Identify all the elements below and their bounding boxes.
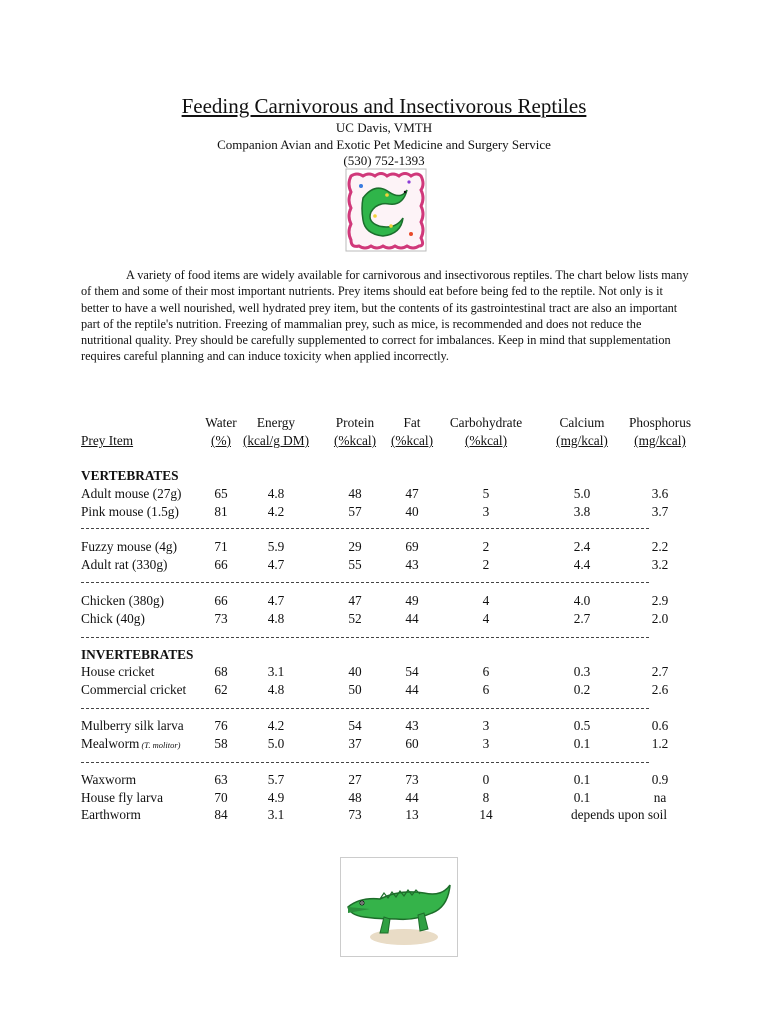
table-cell: 5.0 <box>267 736 285 751</box>
table-cell: 50 <box>348 682 362 697</box>
table-cell: 3.7 <box>651 504 669 519</box>
table-row-label: Chick (40g) <box>81 611 145 626</box>
table-cell: 5 <box>482 486 490 501</box>
table-cell: 60 <box>405 736 419 751</box>
table-cell: 29 <box>348 539 362 554</box>
table-cell: 62 <box>214 682 228 697</box>
column-header: (mg/kcal) <box>634 433 686 448</box>
lizard-clipart-icon <box>345 168 427 252</box>
row-separator <box>81 637 649 638</box>
table-row-label: Adult mouse (27g) <box>81 486 182 501</box>
table-row-label: Adult rat (330g) <box>81 557 168 572</box>
table-cell: 4.9 <box>267 790 285 805</box>
column-header: (mg/kcal) <box>556 433 608 448</box>
column-header: (%) <box>211 433 231 448</box>
table-cell: 27 <box>348 772 362 787</box>
table-cell: 3 <box>482 504 490 519</box>
table-cell: 5.7 <box>267 772 285 787</box>
table-cell: 44 <box>405 682 419 697</box>
table-cell: 40 <box>405 504 419 519</box>
table-cell: 37 <box>348 736 362 751</box>
table-cell: 0 <box>482 772 490 787</box>
column-header: Protein <box>335 415 375 430</box>
column-header: (%kcal) <box>464 433 508 448</box>
column-header: Water <box>205 415 237 430</box>
table-cell: 3 <box>482 736 490 751</box>
table-cell-span: depends upon soil <box>571 807 668 822</box>
table-cell: 3.6 <box>651 486 669 501</box>
row-separator <box>81 528 649 529</box>
table-cell: 66 <box>214 557 228 572</box>
table-cell: 84 <box>214 807 228 822</box>
table-cell: 63 <box>214 772 228 787</box>
table-cell: 44 <box>405 790 419 805</box>
table-cell: 4 <box>482 593 490 608</box>
table-cell: 4.4 <box>573 557 591 572</box>
table-cell: 4.7 <box>267 557 285 572</box>
table-cell: 44 <box>405 611 419 626</box>
column-header: Prey Item <box>81 433 134 448</box>
table-row-label: Waxworm <box>81 772 137 787</box>
row-separator <box>81 762 649 763</box>
phone-line: (530) 752-1393 <box>343 153 425 168</box>
table-cell: 3 <box>482 718 490 733</box>
table-cell: 73 <box>348 807 362 822</box>
column-header: Calcium <box>559 415 605 430</box>
table-cell: 4.2 <box>267 504 285 519</box>
org-line: UC Davis, VMTH <box>335 120 433 135</box>
table-cell: 81 <box>214 504 228 519</box>
table-cell: 13 <box>405 807 419 822</box>
table-cell: 6 <box>482 664 490 679</box>
table-cell: 49 <box>405 593 419 608</box>
row-separator <box>81 582 649 583</box>
table-cell: 2.9 <box>651 593 669 608</box>
table-cell: 55 <box>348 557 362 572</box>
table-row-label: Earthworm <box>81 807 141 822</box>
table-cell: 0.6 <box>651 718 669 733</box>
table-cell: 8 <box>482 790 490 805</box>
table-row-label: Pink mouse (1.5g) <box>81 504 179 519</box>
table-cell: 14 <box>479 807 493 822</box>
table-cell: 65 <box>214 486 228 501</box>
table-cell: 4.8 <box>267 682 285 697</box>
table-cell: 2.6 <box>651 682 669 697</box>
table-cell: 48 <box>348 486 362 501</box>
table-cell: 5.9 <box>267 539 285 554</box>
table-cell: 58 <box>214 736 228 751</box>
table-row-label: Chicken (380g) <box>81 593 165 608</box>
table-cell: 52 <box>348 611 362 626</box>
table-cell: 66 <box>214 593 228 608</box>
table-cell: 4.2 <box>267 718 285 733</box>
table-cell: 69 <box>405 539 419 554</box>
table-cell: 0.1 <box>573 790 591 805</box>
table-cell: 73 <box>214 611 228 626</box>
table-cell: 4.0 <box>573 593 591 608</box>
alligator-clipart-icon <box>340 857 458 957</box>
section-heading: INVERTEBRATES <box>81 647 194 662</box>
table-cell: 2.7 <box>573 611 591 626</box>
table-cell: 0.5 <box>573 718 591 733</box>
table-row-note: (T. molitor) <box>139 740 181 750</box>
table-cell: 57 <box>348 504 362 519</box>
table-cell: 4 <box>482 611 490 626</box>
table-cell: 2.4 <box>573 539 591 554</box>
table-cell: na <box>653 790 667 805</box>
table-cell: 0.3 <box>573 664 591 679</box>
column-header: Carbohydrate <box>449 415 523 430</box>
table-cell: 43 <box>405 718 419 733</box>
table-cell: 4.8 <box>267 486 285 501</box>
table-cell: 4.8 <box>267 611 285 626</box>
table-cell: 2 <box>482 539 490 554</box>
table-cell: 76 <box>214 718 228 733</box>
table-cell: 68 <box>214 664 228 679</box>
column-header: (%kcal) <box>333 433 377 448</box>
table-cell: 43 <box>405 557 419 572</box>
table-row-label: Commercial cricket <box>81 682 187 697</box>
table-row-label: House fly larva <box>81 790 163 805</box>
table-cell: 6 <box>482 682 490 697</box>
service-line: Companion Avian and Exotic Pet Medicine and Surgery Service <box>217 137 551 152</box>
table-cell: 3.1 <box>267 664 285 679</box>
table-cell: 0.2 <box>573 682 591 697</box>
table-cell: 0.1 <box>573 772 591 787</box>
table-row-label: Mealworm (T. molitor) <box>81 736 181 751</box>
column-header: (%kcal) <box>390 433 434 448</box>
table-cell: 5.0 <box>573 486 591 501</box>
table-cell: 54 <box>405 664 419 679</box>
column-header: Phosphorus <box>628 415 692 430</box>
column-header: (kcal/g DM) <box>242 433 310 448</box>
table-cell: 73 <box>405 772 419 787</box>
table-cell: 2.0 <box>651 611 669 626</box>
table-cell: 40 <box>348 664 362 679</box>
table-cell: 47 <box>405 486 419 501</box>
table-cell: 71 <box>214 539 228 554</box>
table-cell: 2.7 <box>651 664 669 679</box>
table-cell: 3.8 <box>573 504 591 519</box>
table-cell: 54 <box>348 718 362 733</box>
table-cell: 48 <box>348 790 362 805</box>
section-heading: VERTEBRATES <box>81 468 179 483</box>
table-cell: 47 <box>348 593 362 608</box>
row-separator <box>81 708 649 709</box>
table-row-label: Fuzzy mouse (4g) <box>81 539 178 554</box>
table-cell: 2 <box>482 557 490 572</box>
table-cell: 1.2 <box>651 736 669 751</box>
table-cell: 0.1 <box>573 736 591 751</box>
table-row-label: Mulberry silk larva <box>81 718 184 733</box>
table-row-label: House cricket <box>81 664 155 679</box>
page-title: Feeding Carnivorous and Insectivorous Reptiles <box>181 94 587 118</box>
intro-paragraph: A variety of food items are widely available for carnivorous and insectivorous reptiles. The chart below lists many of them and some of their most important nutrients. Prey items should eat before being fed to the reptile. Not only is it better to have a well nourished, well hydrated prey item, but the contents of its gastrointestinal tract are also an important part of the reptile's nutrition. Freezing of mammalian prey, such as mice, is recommended and does not reduce the nutritional quality. Prey should be carefully supplemented to correct for imbalances. Keep in mind that supplementation requires careful planning and can induce toxicity when applied incorrectly. <box>81 268 689 364</box>
table-cell: 70 <box>214 790 228 805</box>
table-cell: 4.7 <box>267 593 285 608</box>
column-header: Fat <box>403 415 421 430</box>
table-cell: 3.1 <box>267 807 285 822</box>
table-cell: 2.2 <box>651 539 669 554</box>
column-header: Energy <box>256 415 296 430</box>
table-cell: 3.2 <box>651 557 669 572</box>
table-cell: 0.9 <box>651 772 669 787</box>
